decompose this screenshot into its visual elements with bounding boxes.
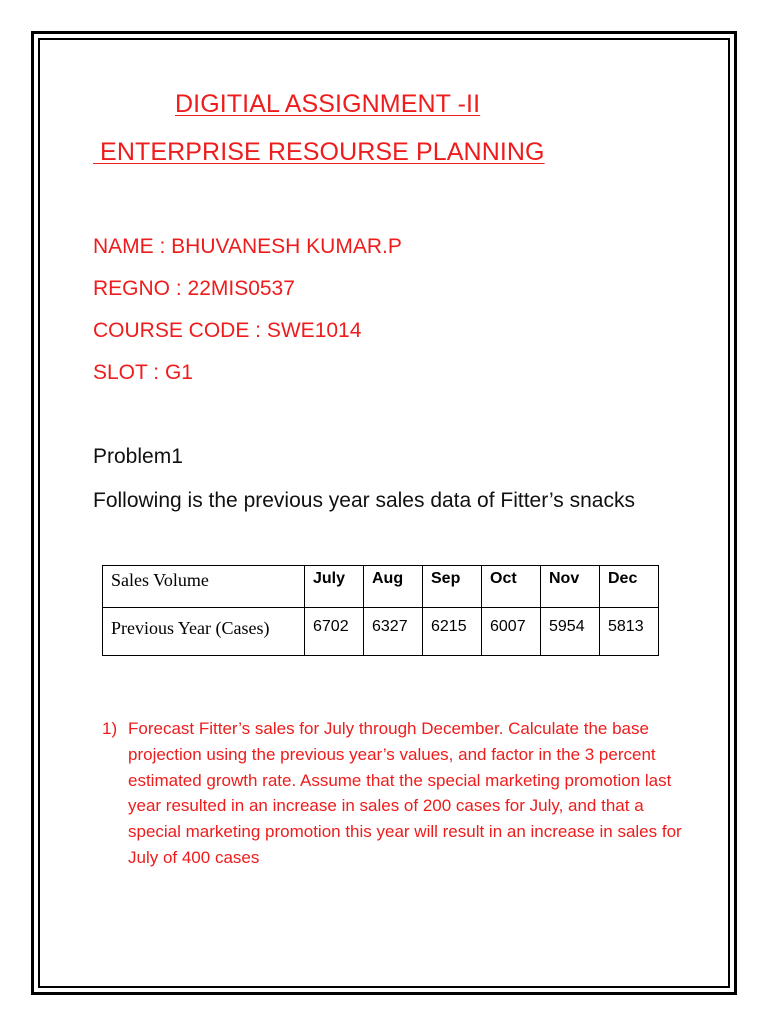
- course-title: ENTERPRISE RESOURSE PLANNING: [93, 138, 545, 166]
- question-number: 1): [102, 719, 118, 738]
- table-cell: 6215: [423, 608, 482, 656]
- table-cell: Previous Year (Cases): [103, 608, 305, 656]
- student-regno: REGNO : 22MIS0537: [93, 277, 295, 300]
- question-text: Forecast Fitter’s sales for July through December. Calculate the base projection using the previous year’s values, and factor in the 3 percent estimated growth rate. Assume that the special marketing promotion last year resulted in an increase in sales of 200 cases for July, and that a special marketing promotion this year will result in an increase in sales for July of 400 cases: [128, 719, 682, 867]
- table-cell: 6007: [482, 608, 541, 656]
- problem-title: Problem1: [93, 445, 183, 468]
- table-header-cell: July: [305, 566, 364, 608]
- table-header-cell: Aug: [364, 566, 423, 608]
- table-cell: 5813: [600, 608, 659, 656]
- student-name: NAME : BHUVANESH KUMAR.P: [93, 235, 402, 258]
- table-cell: 5954: [541, 608, 600, 656]
- table-cell: 6702: [305, 608, 364, 656]
- table-header-cell: Oct: [482, 566, 541, 608]
- table-header-cell: Sep: [423, 566, 482, 608]
- slot: SLOT : G1: [93, 361, 193, 384]
- table-header-cell: Sales Volume: [103, 566, 305, 608]
- table-header-cell: Nov: [541, 566, 600, 608]
- sales-table: [102, 565, 659, 656]
- problem-intro: Following is the previous year sales data of Fitter’s snacks: [93, 489, 635, 512]
- table-header-cell: Dec: [600, 566, 659, 608]
- question-item: [102, 716, 682, 871]
- table-cell: 6327: [364, 608, 423, 656]
- table-row: [103, 608, 659, 656]
- assignment-title: DIGITIAL ASSIGNMENT -II: [175, 90, 481, 118]
- course-code: COURSE CODE : SWE1014: [93, 319, 362, 342]
- table-header-row: [103, 566, 659, 608]
